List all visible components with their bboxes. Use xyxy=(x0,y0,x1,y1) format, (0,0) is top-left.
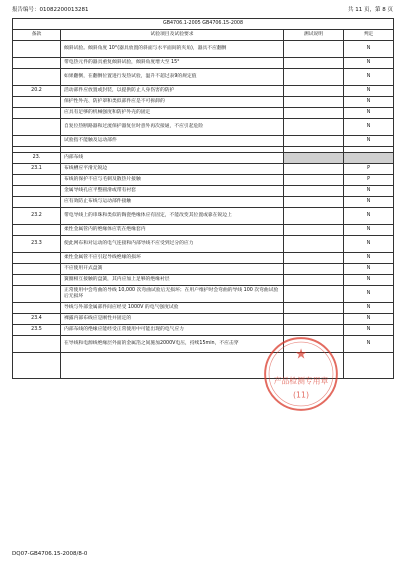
verdict-cell: P xyxy=(344,164,394,175)
requirement-cell: 内部布线 xyxy=(61,153,284,164)
test-desc-cell xyxy=(284,119,344,136)
test-desc-cell xyxy=(284,108,344,119)
clause-cell xyxy=(13,41,61,58)
clause-cell xyxy=(13,264,61,275)
clause-cell xyxy=(13,303,61,314)
test-desc-cell xyxy=(284,253,344,264)
requirement-cell: 导线与外部金属部件间应经受 1000V 的电气强度试验 xyxy=(61,303,284,314)
verdict-cell: N xyxy=(344,253,394,264)
requirement-cell: 倾斜试验。倾斜角度 10°(器具放置的斜面与水平面间的夹角)，器具不应翻倒 xyxy=(61,41,284,58)
table-row xyxy=(13,336,394,353)
verdict-cell: N xyxy=(344,314,394,325)
clause-cell: 23.3 xyxy=(13,236,61,253)
test-desc-cell xyxy=(284,264,344,275)
verdict-cell: N xyxy=(344,336,394,353)
test-desc-cell xyxy=(284,314,344,325)
test-desc-cell xyxy=(284,164,344,175)
test-desc-header: 测试说明 xyxy=(284,30,344,41)
report-number: 报告编号：01082200013281 xyxy=(12,7,89,13)
requirement-cell: 如果翻倒，在翻倒位置进行发热试验，温升不超过表9的规定值 xyxy=(61,69,284,86)
stamp-number: (11) xyxy=(292,390,310,400)
requirement-cell: 在导线和电源线绝缘层外面的金属箔之间施加2000V电压，持续15min，不应击穿 xyxy=(61,336,284,353)
clause-cell xyxy=(13,286,61,303)
test-desc-cell xyxy=(284,353,344,379)
table-row xyxy=(13,325,394,336)
test-desc-cell xyxy=(284,153,344,164)
table-row xyxy=(13,286,394,303)
requirement-cell: 应有效防止布线与运动部件接触 xyxy=(61,197,284,208)
table-row xyxy=(13,253,394,264)
test-desc-cell xyxy=(284,303,344,314)
clause-cell xyxy=(13,175,61,186)
clause-cell xyxy=(13,253,61,264)
verdict-cell: N xyxy=(344,286,394,303)
stamp-text: 产品检测专用章 xyxy=(273,376,329,386)
test-desc-cell xyxy=(284,325,344,336)
table-row xyxy=(13,225,394,236)
requirement-cell: 使此网布和对运动的电气连接和内部导线不应受到过分的应力 xyxy=(61,236,284,253)
table-row xyxy=(13,164,394,175)
table-row xyxy=(13,69,394,86)
test-desc-cell xyxy=(284,225,344,236)
table-row xyxy=(13,58,394,69)
verdict-cell: N xyxy=(344,58,394,69)
svg-text:★: ★ xyxy=(294,346,308,363)
table-row xyxy=(13,97,394,108)
clause-cell: 23.5 xyxy=(13,325,61,336)
requirement-cell: 自复位热断路器和过流保护器复位时意外再次接通，不应引起危险 xyxy=(61,119,284,136)
requirement-cell: 柔性金属管内的绝缘体应装在绝缘套内 xyxy=(61,225,284,236)
test-desc-cell xyxy=(284,286,344,303)
verdict-cell: N xyxy=(344,236,394,253)
test-results-table xyxy=(12,18,394,379)
verdict-cell: N xyxy=(344,186,394,197)
verdict-cell: N xyxy=(344,41,394,58)
requirement-cell xyxy=(61,353,284,379)
verdict-cell: P xyxy=(344,175,394,186)
requirement-cell: 带电导线上的串珠和类似的陶瓷绝缘体应有固定，不能改变其位置或靠在锐边上 xyxy=(61,208,284,225)
table-row xyxy=(13,303,394,314)
requirement-cell: 布线槽应平滑无锐边 xyxy=(61,164,284,175)
clause-cell: 23.4 xyxy=(13,314,61,325)
page-indicator: 共 11 页，第 8 页 xyxy=(348,7,393,13)
table-row xyxy=(13,108,394,119)
table-row xyxy=(13,119,394,136)
test-desc-cell xyxy=(284,58,344,69)
table-row xyxy=(13,41,394,58)
requirement-cell: 金属导线孔应平整圆滑或带有衬套 xyxy=(61,186,284,197)
requirement-header: 试验项目及试验要求 xyxy=(61,30,284,41)
clause-header: 条款 xyxy=(13,30,61,41)
table-row xyxy=(13,236,394,253)
test-desc-cell xyxy=(284,186,344,197)
test-desc-cell xyxy=(284,236,344,253)
verdict-cell: N xyxy=(344,86,394,97)
requirement-cell: 内部布线的绝缘应能经受正常使用中可能出现的电气应力 xyxy=(61,325,284,336)
clause-cell xyxy=(13,186,61,197)
verdict-cell: N xyxy=(344,119,394,136)
requirement-cell: 保护性外壳、防护罩和类似部件应是不可拆卸的 xyxy=(61,97,284,108)
clause-cell xyxy=(13,336,61,353)
verdict-cell xyxy=(344,153,394,164)
clause-cell xyxy=(13,225,61,236)
table-row xyxy=(13,208,394,225)
verdict-cell: N xyxy=(344,108,394,119)
clause-cell: 23.2 xyxy=(13,208,61,225)
verdict-cell: N xyxy=(344,97,394,108)
requirement-cell: 布线的保护不应与毛刺及散热片接触 xyxy=(61,175,284,186)
document-code: DQ07-GB4706.15-2008/8-0 xyxy=(12,551,88,557)
clause-cell xyxy=(13,353,61,379)
requirement-cell: 柔性金属管不应引起导线绝缘的损坏 xyxy=(61,253,284,264)
test-desc-cell xyxy=(284,41,344,58)
requirement-cell: 应具有足够的机械强度和防护外壳的固定 xyxy=(61,108,284,119)
clause-cell xyxy=(13,58,61,69)
verdict-cell: N xyxy=(344,197,394,208)
requirement-cell: 簧圈相互接触的盘簧，其内应加上足够的绝缘衬层 xyxy=(61,275,284,286)
clause-cell xyxy=(13,275,61,286)
requirement-cell: 带电热元件的器具重复倾斜试验，倾斜角度增大至 15° xyxy=(61,58,284,69)
requirement-cell: 不应使用开式盘簧 xyxy=(61,264,284,275)
clause-cell: 23.1 xyxy=(13,164,61,175)
verdict-cell: N xyxy=(344,208,394,225)
clause-cell xyxy=(13,136,61,147)
clause-cell xyxy=(13,119,61,136)
standard-row xyxy=(13,19,394,30)
clause-cell xyxy=(13,108,61,119)
verdict-cell: N xyxy=(344,303,394,314)
clause-cell xyxy=(13,69,61,86)
test-desc-cell xyxy=(284,86,344,97)
verdict-cell: N xyxy=(344,325,394,336)
page-header xyxy=(12,5,393,15)
verdict-cell: N xyxy=(344,136,394,147)
table-row xyxy=(13,314,394,325)
clause-cell: 20.2 xyxy=(13,86,61,97)
test-desc-cell xyxy=(284,197,344,208)
test-desc-cell xyxy=(284,175,344,186)
blank-row xyxy=(13,353,394,379)
standard-title: GB4706.1-2005 GB4706.15-2008 xyxy=(13,19,394,30)
test-desc-cell xyxy=(284,336,344,353)
verdict-header: 判定 xyxy=(344,30,394,41)
table-row xyxy=(13,86,394,97)
requirement-cell: 试验指不能触及运动部件 xyxy=(61,136,284,147)
test-desc-cell xyxy=(284,69,344,86)
table-row xyxy=(13,275,394,286)
test-desc-cell xyxy=(284,275,344,286)
test-desc-cell xyxy=(284,208,344,225)
table-row xyxy=(13,175,394,186)
clause-cell xyxy=(13,97,61,108)
verdict-cell: N xyxy=(344,225,394,236)
clause-cell xyxy=(13,197,61,208)
requirement-cell: 正常使用中会弯曲的导线 10,000 次弯曲试验后无损坏；在用户维护时会弯曲的导线 100 次弯曲试验后无损坏 xyxy=(61,286,284,303)
table-row xyxy=(13,197,394,208)
table-row xyxy=(13,136,394,147)
verdict-cell: N xyxy=(344,264,394,275)
test-desc-cell xyxy=(284,97,344,108)
table-row xyxy=(13,186,394,197)
requirement-cell: 裸露内部布线应是刚性并固定的 xyxy=(61,314,284,325)
test-desc-cell xyxy=(284,136,344,147)
table-row xyxy=(13,153,394,164)
clause-cell: 23. xyxy=(13,153,61,164)
verdict-cell xyxy=(344,353,394,379)
verdict-cell: N xyxy=(344,69,394,86)
table-row xyxy=(13,264,394,275)
verdict-cell: N xyxy=(344,275,394,286)
table-header-row xyxy=(13,30,394,41)
requirement-cell: 活动部件应放置或封装，以提供防止人身伤害的防护 xyxy=(61,86,284,97)
